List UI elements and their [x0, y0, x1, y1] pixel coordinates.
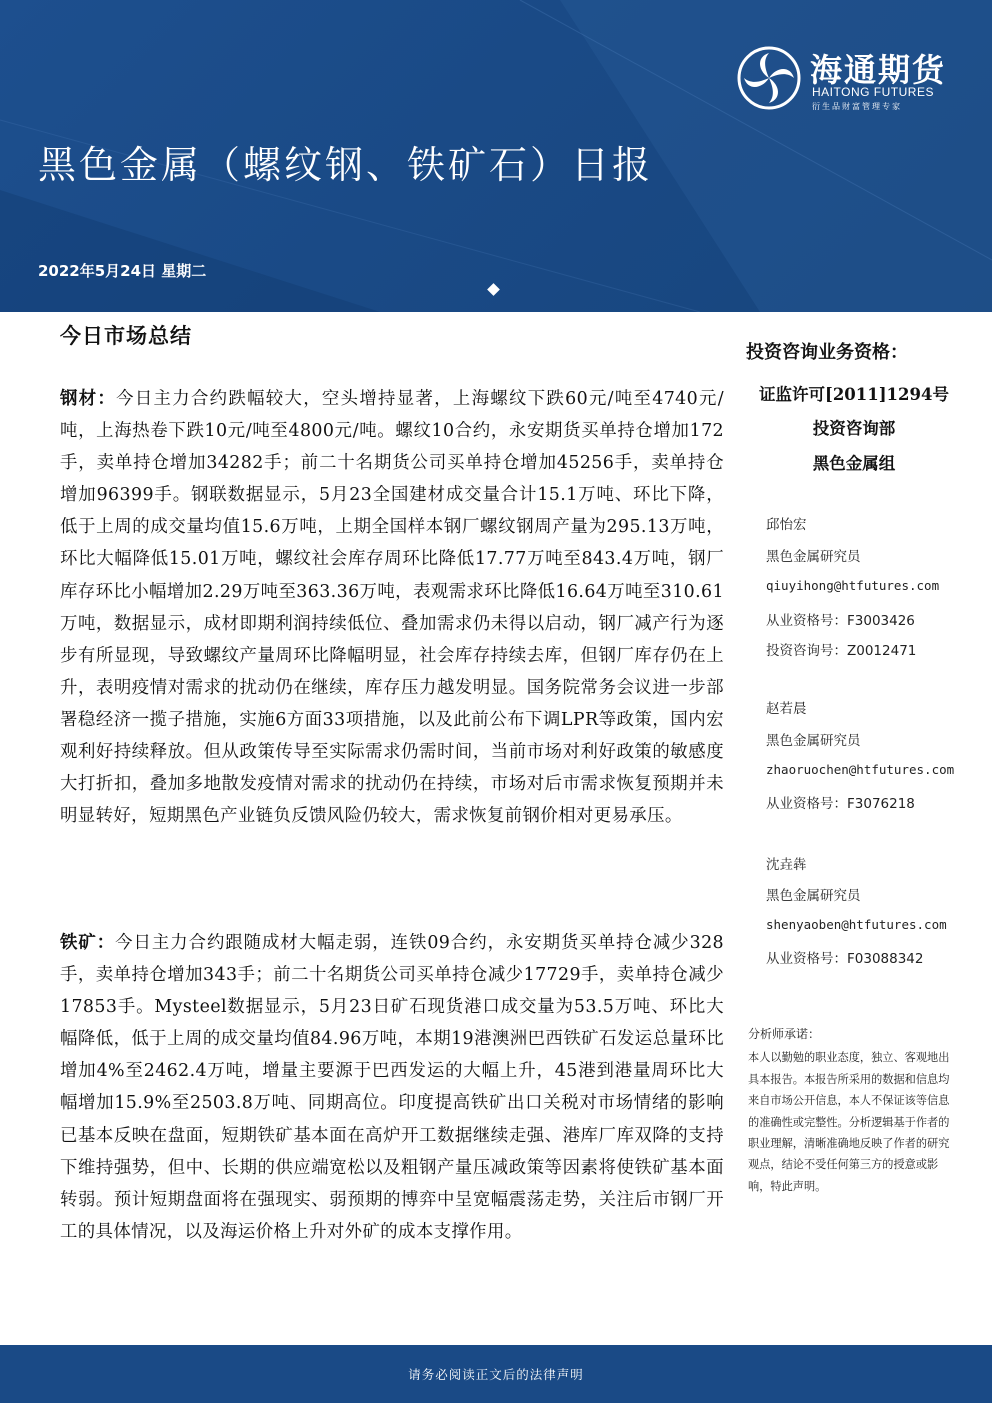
- group-name: 黑色金属组: [812, 454, 896, 473]
- header-banner: [0, 0, 992, 312]
- commitment-heading: 分析师承诺：: [748, 1027, 821, 1041]
- analyst-cert: 从业资格号：F3003426: [766, 613, 915, 629]
- analyst-title: 黑色金属研究员: [766, 733, 861, 749]
- analyst-email[interactable]: shenyaoben@htfutures.com: [766, 917, 947, 932]
- analyst-cert: 从业资格号：F03088342: [766, 951, 924, 967]
- steel-body: 今日主力合约跌幅较大，空头增持显著，上海螺纹下跌60元/吨至4740元/吨，上海热卷下跌10元/吨至4800元/吨。螺纹10合约，永安期货买单持仓增加172手，卖单持仓增加34282手；前二十名期货公司买单持仓增加45256手，卖单持仓增加96399手。钢联数据显示，5月23全国建材成交量合计15.1万吨、环比下降，低于上周的成交量均值15.6万吨，上期全国样本钢厂螺纹钢周产量为295.13万吨，环比大幅降低15.01万吨，螺纹社会库存周环比降低17.77万吨至843.4万吨，钢厂库存环比小幅增加2.29万吨至363.36万吨，表观需求环比降低16.64万吨至310.61万吨，数据显示，成材即期利润持续低位、叠加需求仍未得以启动，钢厂减产行为逐步有所显现，导致螺纹产量周环比降幅明显，社会库存持续去库，但钢厂库存仍在上升，表明疫情对需求的扰动仍在继续，库存压力越发明显。国务院常务会议进一步部署稳经济一揽子措施，实施6方面33项措施，以及此前公布下调LPR等政策，国内宏观利好持续释放。但从政策传导至实际需求仍需时间，当前市场对利好政策的敏感度大打折扣，叠加多地散发疫情对需求的扰动仍在持续，市场对后市需求恢复预期并未明显转好，短期黑色产业链负反馈风险仍较大，需求恢复前钢价相对更易承压。: [60, 389, 724, 827]
- steel-paragraph: [60, 383, 724, 832]
- haitong-logo-icon: [736, 45, 802, 111]
- license-number: 证监许可[2011]1294号: [759, 385, 949, 404]
- brand-name-cn: 海通期货: [810, 51, 947, 89]
- analyst-email[interactable]: zhaoruochen@htfutures.com: [766, 762, 955, 777]
- steel-lead: 钢材：: [60, 389, 117, 409]
- report-date: 2022年5月24日 星期二: [38, 262, 207, 280]
- department-name: 投资咨询部: [812, 419, 896, 438]
- brand-slogan: 衍生品财富管理专家: [812, 102, 902, 111]
- legal-notice[interactable]: 请务必阅读正文后的法律声明: [408, 1367, 584, 1382]
- analyst-commitment: [748, 1024, 960, 1197]
- analyst-title: 黑色金属研究员: [766, 888, 861, 904]
- ore-body: 今日主力合约跟随成材大幅走弱，连铁09合约，永安期货买单持仓减少328手，卖单持仓增加343手；前二十名期货公司买单持仓减少17729手，卖单持仓减少17853手。Mysteel数据显示，5月23日矿石现货港口成交量为53.5万吨、环比大幅降低，低于上周的成交量均值84.96万吨，本期19港澳洲巴西铁矿石发运总量环比增加4%至2462.4万吨，增量主要源于巴西发运的大幅上升，45港到港量周环比大幅增加15.9%至2503.8万吨、同期高位。印度提高铁矿出口关税对市场情绪的影响已基本反映在盘面，短期铁矿基本面在高炉开工数据继续走强、港库厂库双降的支持下维持强势，但中、长期的供应端宽松以及粗钢产量压减政策等因素将使铁矿基本面转弱。预计短期盘面将在强现实、弱预期的博弈中呈宽幅震荡走势，关注后市钢厂开工的具体情况，以及海运价格上升对外矿的成本支撑作用。: [60, 933, 725, 1242]
- qualification-heading: 投资咨询业务资格：: [746, 342, 908, 363]
- analyst-cert: 从业资格号：F3076218: [766, 796, 915, 812]
- ore-paragraph: [60, 927, 724, 1248]
- analyst-name: 赵若晨: [766, 701, 807, 717]
- section-title: 今日市场总结: [60, 323, 192, 348]
- analyst-name: 邱怡宏: [766, 517, 807, 533]
- commitment-body: 本人以勤勉的职业态度，独立、客观地出具本报告。本报告所采用的数据和信息均来自市场公开信息，本人不保证该等信息的准确性或完整性。分析逻辑基于作者的职业理解，清晰准确地反映了作者的研究观点，结论不受任何第三方的授意或影响，特此声明。: [748, 1051, 950, 1193]
- analyst-advisory: 投资咨询号：Z0012471: [766, 643, 917, 659]
- brand-name-en: HAITONG FUTURES: [812, 85, 934, 99]
- analyst-title: 黑色金属研究员: [766, 549, 861, 565]
- analyst-email[interactable]: qiuyihong@htfutures.com: [766, 578, 940, 593]
- footer-bar: [0, 1345, 992, 1403]
- analyst-name: 沈垚犇: [766, 857, 807, 873]
- brand-logo: [736, 45, 966, 117]
- report-title: 黑色金属（螺纹钢、铁矿石）日报: [38, 143, 654, 187]
- ore-lead: 铁矿：: [60, 933, 116, 953]
